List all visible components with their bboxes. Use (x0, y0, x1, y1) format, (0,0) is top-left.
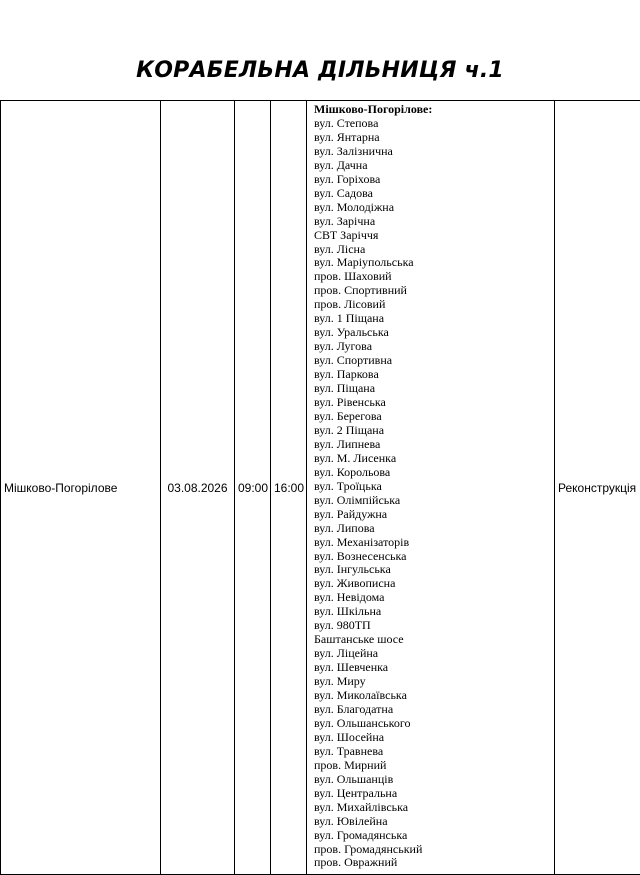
street-item: вул. Олімпійська (314, 492, 401, 507)
outage-schedule-table (0, 100, 640, 875)
street-item: вул. Благодатна (314, 701, 394, 716)
street-item: вул. Шевченка (314, 660, 389, 675)
location-header: Мішково-Погорілове: (314, 102, 433, 116)
street-item: вул. Паркова (314, 367, 379, 382)
street-item: вул. 2 Піщана (314, 422, 385, 437)
street-item: пров. Громадянський (314, 841, 423, 856)
street-item: вул. Центральна (314, 785, 398, 800)
street-item: вул. Молодіжна (314, 199, 395, 214)
street-item: вул. Шкільна (314, 604, 382, 619)
street-item: вул. Уральська (314, 325, 389, 340)
street-item: вул. Невідома (314, 590, 385, 605)
street-item: вул. Липнева (314, 436, 381, 451)
end-time-cell: 16:00 (271, 101, 307, 875)
street-item: вул. Спортивна (314, 353, 393, 368)
work-type-cell: Реконструкція (555, 101, 640, 875)
street-item: пров. Лісовий (314, 297, 386, 312)
street-item: вул. Інгульська (314, 562, 391, 577)
table-row (1, 101, 640, 875)
street-item: вул. Михайлівська (314, 799, 409, 814)
street-item: вул. М. Лисенка (314, 450, 397, 465)
street-item: вул. Маріупольська (314, 255, 414, 270)
street-item: пров. Овражний (314, 855, 398, 870)
street-item: вул. Лугова (314, 339, 373, 354)
street-item: вул. Берегова (314, 408, 382, 423)
street-item: вул. 980ТП (314, 618, 371, 633)
street-item: вул. Ювілейна (314, 813, 388, 828)
street-item: вул. Миколаївська (314, 688, 407, 703)
street-item: вул. 1 Піщана (314, 311, 385, 326)
page-title: КОРАБЕЛЬНА ДІЛЬНИЦЯ ч.1 (136, 58, 504, 83)
street-item: вул. Зарічна (314, 213, 376, 228)
street-item: пров. Мирний (314, 757, 387, 772)
streets-cell (307, 101, 555, 875)
street-item: вул. Райдужна (314, 506, 388, 521)
start-time-cell: 09:00 (235, 101, 271, 875)
street-item: вул. Лісна (314, 241, 366, 256)
street-item: вул. Троїцька (314, 478, 382, 493)
street-item: вул. Рівенська (314, 395, 386, 410)
street-item: вул. Степова (314, 115, 379, 130)
street-item: вул. Піщана (314, 381, 376, 396)
street-item: вул. Громадянська (314, 827, 408, 842)
street-item: вул. Миру (314, 674, 366, 689)
street-item: вул. Дачна (314, 157, 368, 172)
street-item: вул. Ольшанців (314, 771, 394, 786)
street-item: вул. Корольова (314, 464, 391, 479)
street-item: вул. Садова (314, 185, 373, 200)
street-item: вул. Ліцейна (314, 646, 379, 661)
street-item: вул. Янтарна (314, 129, 380, 144)
street-item: СВТ Заріччя (314, 227, 379, 242)
street-item: вул. Горіхова (314, 171, 381, 186)
street-item: вул. Шосейна (314, 729, 385, 744)
settlement-cell: Мішково-Погорілове (1, 101, 161, 875)
street-item: вул. Живописна (314, 576, 396, 591)
street-item: вул. Липова (314, 520, 375, 535)
street-item: вул. Вознесенська (314, 548, 407, 563)
street-item: вул. Травнева (314, 743, 384, 758)
street-item: пров. Спортивний (314, 283, 407, 298)
street-item: вул. Механізаторів (314, 534, 410, 549)
street-list (314, 117, 554, 870)
date-cell: 03.08.2026 (161, 101, 235, 875)
street-item: Баштанське шосе (314, 632, 404, 647)
street-item: пров. Шаховий (314, 269, 392, 284)
street-item: вул. Залізнична (314, 143, 393, 158)
street-item: вул. Ольшанського (314, 715, 411, 730)
